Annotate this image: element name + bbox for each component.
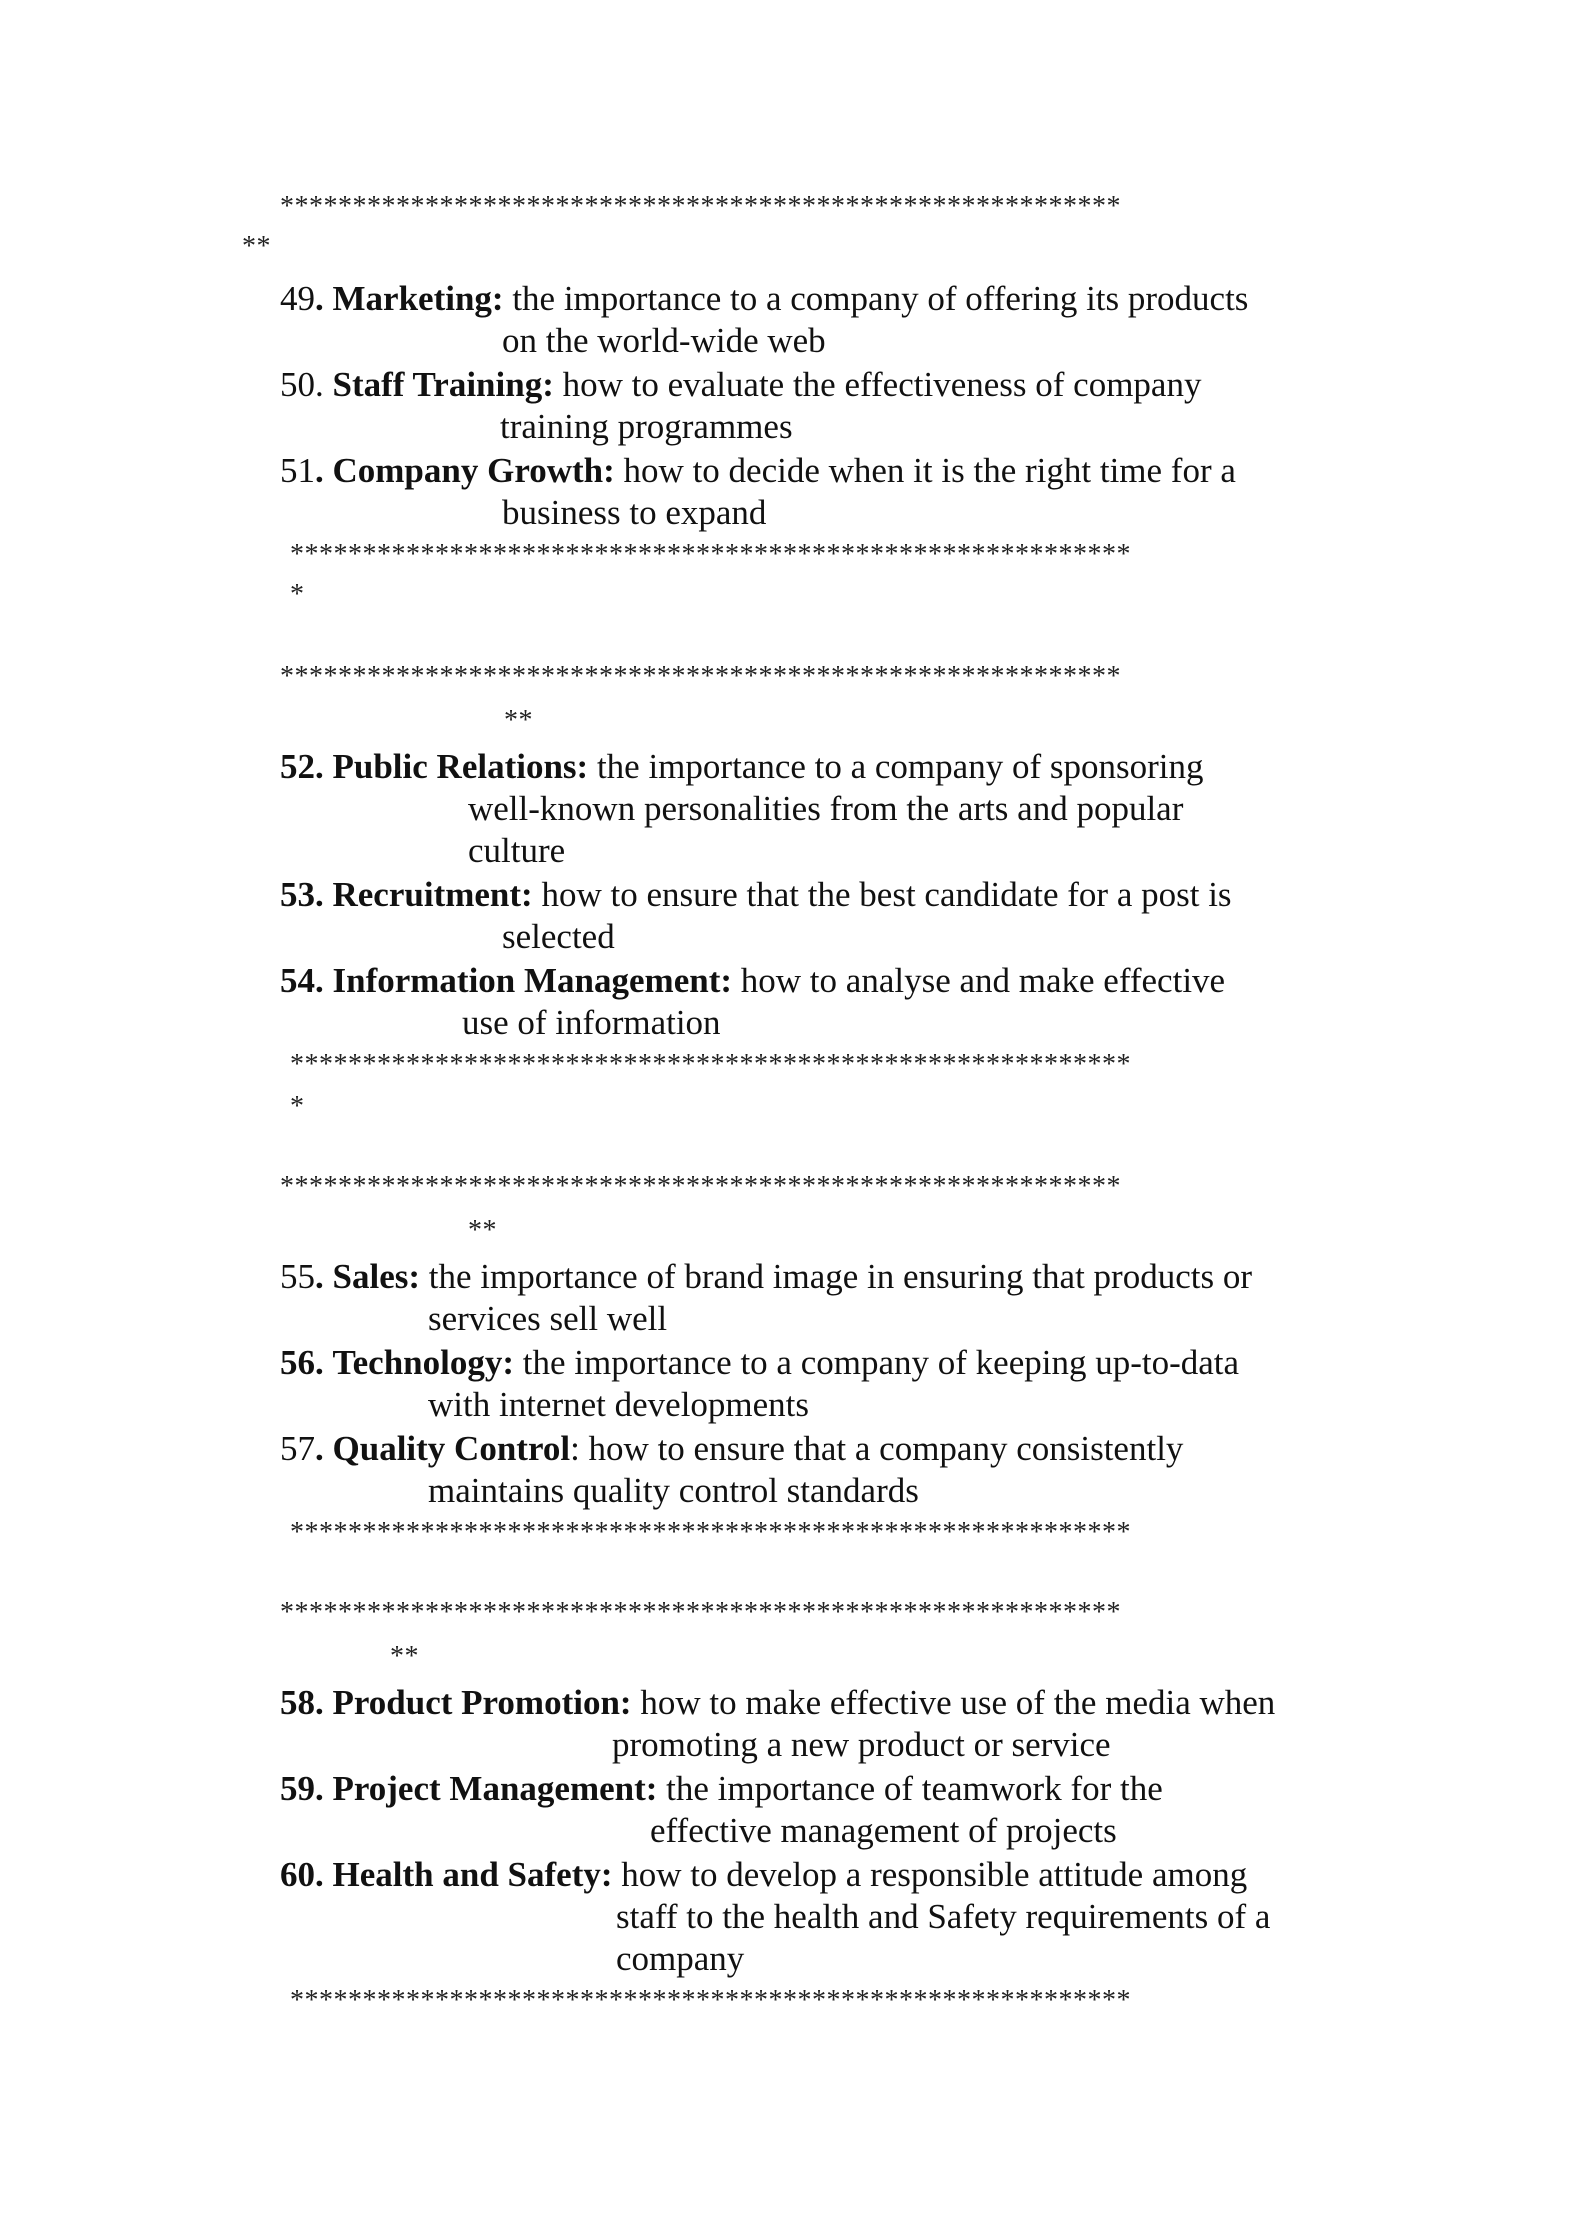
item-term: Company Growth:: [332, 451, 615, 490]
item-description: the importance of teamwork for the: [657, 1769, 1163, 1808]
item-number: 57: [280, 1429, 315, 1468]
item-number-dot: .: [315, 875, 324, 914]
item-number: 59: [280, 1769, 315, 1808]
separator-stars: **********************************************************: [280, 191, 1121, 222]
separator-stars: **********************************************************: [280, 1597, 1121, 1628]
separator-stars-tail: *: [290, 579, 305, 610]
item-description-cont: promoting a new product or service: [612, 1725, 1111, 1764]
list-item-56: [280, 1342, 1239, 1384]
item-number: 58: [280, 1683, 315, 1722]
list-item-60: [280, 1854, 1247, 1896]
separator-stars: **********************************************************: [290, 1985, 1131, 2016]
item-term: Quality Control: [332, 1429, 571, 1468]
item-term: Health and Safety:: [332, 1855, 613, 1894]
item-term: Product Promotion:: [332, 1683, 632, 1722]
list-item-59: [280, 1768, 1163, 1810]
item-number-dot: .: [315, 451, 324, 490]
separator-stars-tail: **: [468, 1215, 497, 1246]
item-term: Marketing:: [332, 279, 504, 318]
list-item-52: [280, 746, 1203, 788]
item-description-cont: well-known personalities from the arts and popular: [468, 789, 1184, 828]
item-number: 54: [280, 961, 315, 1000]
item-description: how to decide when it is the right time for a: [614, 451, 1236, 490]
item-number: 49: [280, 279, 315, 318]
item-number-dot: .: [315, 1683, 324, 1722]
item-description-cont: staff to the health and Safety requirements of a: [616, 1897, 1271, 1936]
list-item-58: [280, 1682, 1275, 1724]
list-item-53: [280, 874, 1232, 916]
item-term: Staff Training:: [332, 365, 554, 404]
separator-stars-tail: *: [290, 1091, 305, 1122]
item-number-dot: .: [315, 1257, 324, 1296]
item-description-cont: services sell well: [428, 1299, 668, 1338]
item-number: 56: [280, 1343, 315, 1382]
item-number-dot: .: [315, 365, 324, 404]
item-number: 51: [280, 451, 315, 490]
item-description-cont: culture: [468, 831, 566, 870]
item-description-cont: training programmes: [500, 407, 793, 446]
item-description: how to evaluate the effectiveness of company: [553, 365, 1202, 404]
item-description: how to make effective use of the media when: [631, 1683, 1276, 1722]
list-item-54: [280, 960, 1225, 1002]
item-description-cont: business to expand: [502, 493, 767, 532]
item-number: 52: [280, 747, 315, 786]
item-description: how to develop a responsible attitude among: [612, 1855, 1248, 1894]
item-description-cont: on the world-wide web: [502, 321, 826, 360]
item-term: Public Relations:: [332, 747, 589, 786]
item-number-dot: .: [315, 1343, 324, 1382]
item-description: the importance to a company of sponsoring: [588, 747, 1204, 786]
separator-stars-tail: **: [390, 1641, 419, 1672]
item-term: Project Management:: [332, 1769, 658, 1808]
item-description-cont: company: [616, 1939, 745, 1978]
item-number-dot: .: [315, 1429, 324, 1468]
item-description-cont: selected: [502, 917, 615, 956]
separator-stars: **********************************************************: [290, 1517, 1131, 1548]
item-description: the importance of brand image in ensuring that products or: [420, 1257, 1252, 1296]
item-term: Sales:: [332, 1257, 420, 1296]
item-description-cont: use of information: [462, 1003, 721, 1042]
item-number-dot: .: [315, 1769, 324, 1808]
item-number-dot: .: [315, 1855, 324, 1894]
item-description: : how to ensure that a company consistently: [570, 1429, 1184, 1468]
item-description-cont: maintains quality control standards: [428, 1471, 919, 1510]
item-description-cont: effective management of projects: [650, 1811, 1117, 1850]
separator-stars: **********************************************************: [280, 661, 1121, 692]
separator-stars: **********************************************************: [280, 1171, 1121, 1202]
item-number-dot: .: [315, 747, 324, 786]
item-number-dot: .: [315, 279, 324, 318]
item-number: 50: [280, 365, 315, 404]
list-item-51: [280, 450, 1236, 492]
item-term: Recruitment:: [332, 875, 533, 914]
separator-stars-tail: **: [242, 231, 271, 262]
separator-stars: **********************************************************: [290, 539, 1131, 570]
separator-stars: **********************************************************: [290, 1049, 1131, 1080]
item-description: how to ensure that the best candidate for a post is: [532, 875, 1232, 914]
item-number: 55: [280, 1257, 315, 1296]
item-description-cont: with internet developments: [428, 1385, 810, 1424]
item-description: the importance to a company of keeping up-to-data: [514, 1343, 1240, 1382]
item-number: 53: [280, 875, 315, 914]
item-number-dot: .: [315, 961, 324, 1000]
item-description: how to analyse and make effective: [732, 961, 1226, 1000]
list-item-55: [280, 1256, 1252, 1298]
separator-stars-tail: **: [504, 705, 533, 736]
list-item-50: [280, 364, 1201, 406]
list-item-49: [280, 278, 1248, 320]
item-term: Information Management:: [332, 961, 733, 1000]
item-number: 60: [280, 1855, 315, 1894]
item-description: the importance to a company of offering its products: [503, 279, 1249, 318]
list-item-57: [280, 1428, 1183, 1470]
item-term: Technology:: [332, 1343, 515, 1382]
